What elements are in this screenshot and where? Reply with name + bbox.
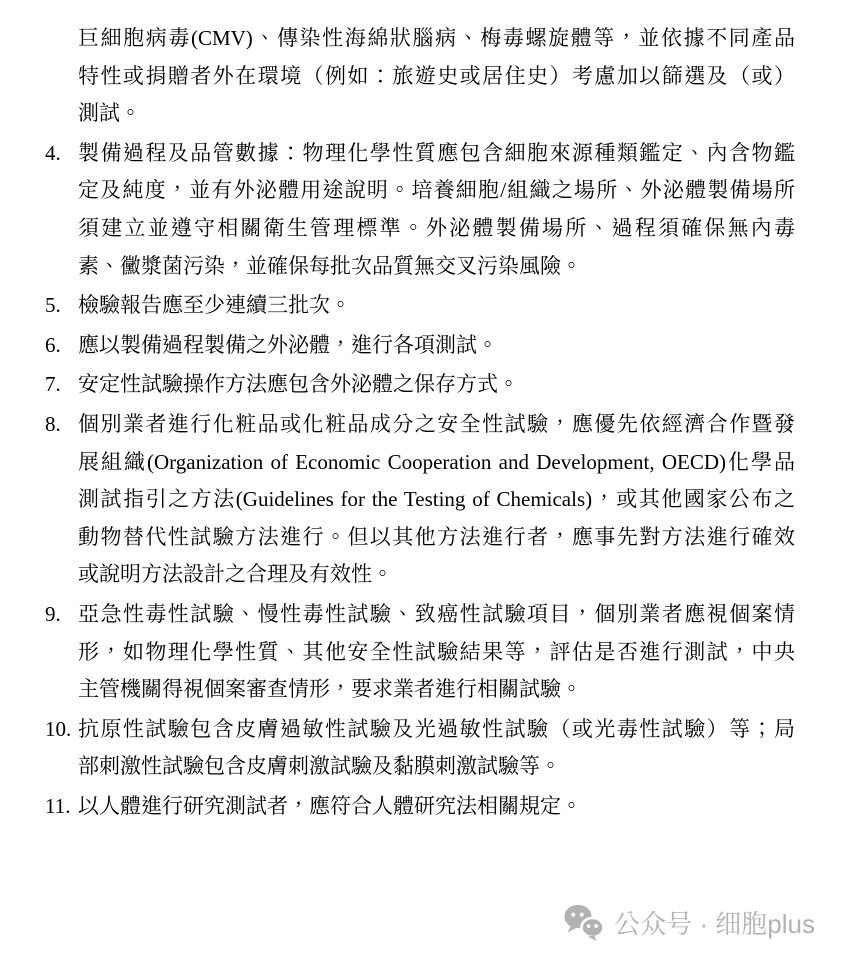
item-text (78, 596, 795, 709)
item-text (78, 406, 795, 594)
item-number: 10. (45, 716, 72, 741)
list-item (45, 327, 795, 365)
list-item (45, 788, 795, 826)
item-number: 8. (45, 411, 61, 436)
text-line: 亞急性毒性試驗、慢性毒性試驗、致癌性試驗項目，個別業者應視個案情 (78, 601, 795, 626)
item-number: 9. (45, 601, 61, 626)
document-body (45, 20, 795, 827)
list-item (45, 711, 795, 786)
item-number: 11. (45, 793, 71, 818)
text-line: 製備過程及品管數據：物理化學性質應包含細胞來源種類鑑定、內含物鑑 (78, 140, 795, 165)
item-number: 5. (45, 293, 61, 318)
text-line: 巨細胞病毒(CMV)、傳染性海綿狀腦病、梅毒螺旋體等，並依據不同產品 (78, 26, 795, 50)
text-line: 須建立並遵守相關衛生管理標準。外泌體製備場所、過程須確保無內毒 (78, 215, 795, 240)
text-line: 部刺激性試驗包含皮膚刺激試驗及黏膜刺激試驗等。 (78, 754, 561, 779)
list-item (45, 366, 795, 404)
item-text (78, 366, 795, 404)
wechat-icon (563, 904, 605, 941)
item-number: 6. (45, 332, 61, 357)
list-item (45, 20, 795, 133)
list-item (45, 406, 795, 594)
text-line: 測試指引之方法(Guidelines for the Testing of Chemicals)，或其他國家公布之 (78, 487, 795, 512)
text-line: 主管機關得視個案審查情形，要求業者進行相關試驗。 (78, 677, 582, 702)
text-line: 安定性試驗操作方法應包含外泌體之保存方式。 (78, 372, 519, 397)
text-line: 測試。 (78, 101, 141, 126)
item-text (78, 788, 795, 826)
text-line: 檢驗報告應至少連續三批次。 (78, 293, 351, 318)
text-line: 素、黴漿菌污染，並確保每批次品質無交叉污染風險。 (78, 253, 582, 278)
text-line: 抗原性試驗包含皮膚過敏性試驗及光過敏性試驗（或光毒性試驗）等；局 (78, 716, 795, 741)
list-item (45, 135, 795, 285)
list-item (45, 287, 795, 325)
item-number: 4. (45, 140, 61, 165)
item-number: 7. (45, 372, 61, 397)
text-line: 特性或捐贈者外在環境（例如：旅遊史或居住史）考慮加以篩選及（或） (78, 63, 795, 88)
text-line: 個別業者進行化粧品或化粧品成分之安全性試驗，應優先依經濟合作暨發 (78, 411, 795, 436)
text-line: 或說明方法設計之合理及有效性。 (78, 562, 393, 587)
item-text (78, 711, 795, 786)
item-text (78, 327, 795, 365)
watermark (563, 904, 815, 941)
item-text (78, 20, 795, 133)
text-line: 動物替代性試驗方法進行。但以其他方法進行者，應事先對方法進行確效 (78, 524, 795, 549)
item-text (78, 287, 795, 325)
text-line: 形，如物理化學性質、其他安全性試驗結果等，評估是否進行測試，中央 (78, 639, 795, 664)
watermark-label: 公众号 · 细胞plus (614, 909, 815, 939)
item-text (78, 135, 795, 285)
text-line: 定及純度，並有外泌體用途說明。培養細胞/組織之場所、外泌體製備場所 (78, 178, 795, 203)
text-line: 以人體進行研究測試者，應符合人體研究法相關規定。 (78, 793, 582, 818)
text-line: 應以製備過程製備之外泌體，進行各項測試。 (78, 332, 498, 357)
text-line: 展組織(Organization of Economic Cooperation and Development, OECD)化學品 (78, 449, 795, 474)
list-item (45, 596, 795, 709)
